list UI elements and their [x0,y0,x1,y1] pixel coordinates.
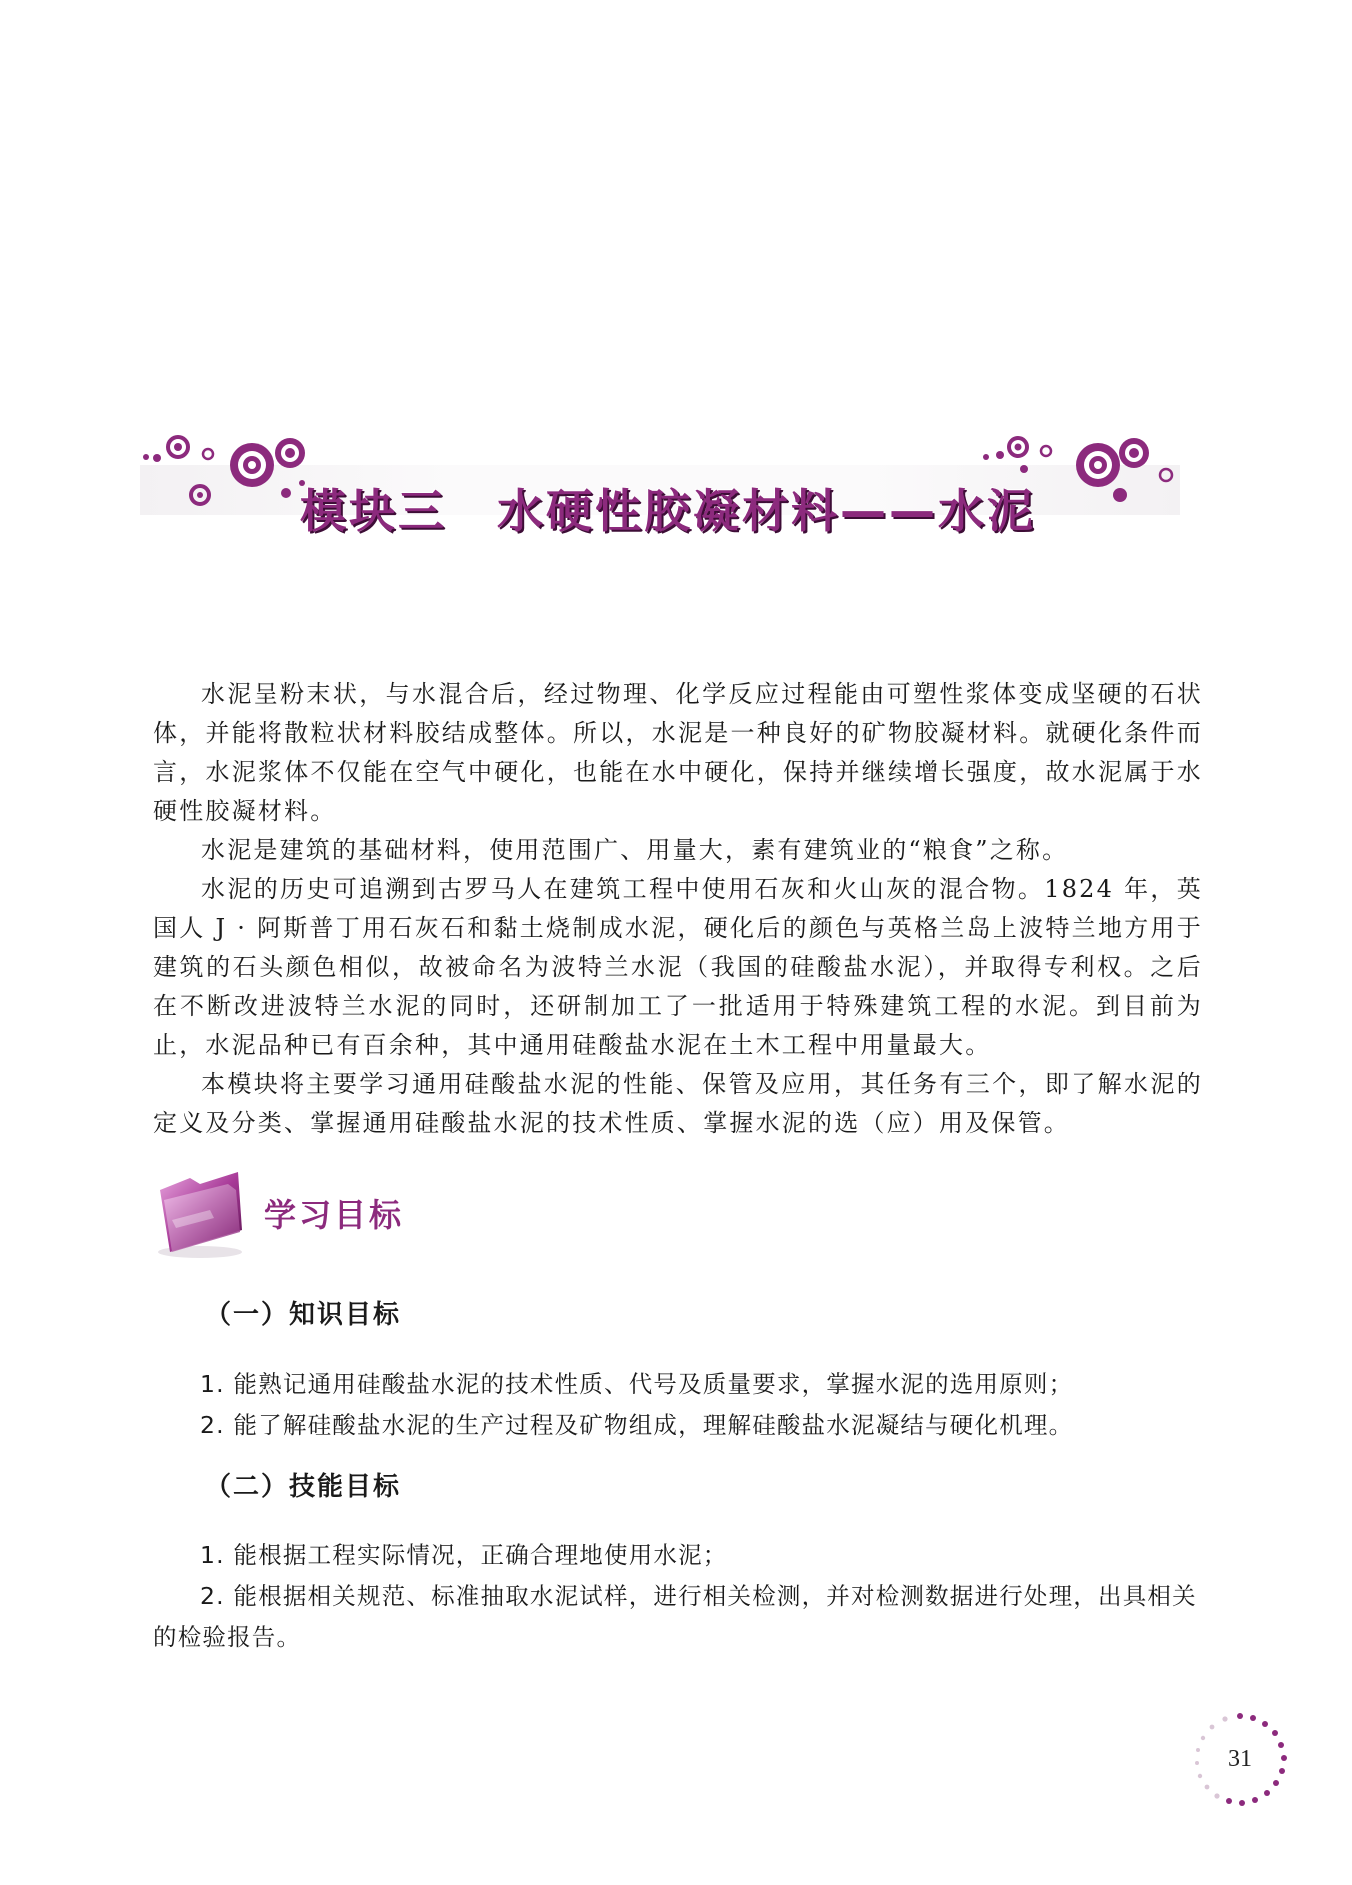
folder-icon [150,1160,250,1260]
intro-paragraph: 本模块将主要学习通用硅酸盐水泥的性能、保管及应用，其任务有三个，即了解水泥的定义及分类、掌握通用硅酸盐水泥的技术性质、掌握水泥的选（应）用及保管。 [153,1070,1203,1137]
module-name: 水硬性胶凝材料——水泥 [497,484,1036,538]
skills-heading: （二）技能目标 [205,1472,402,1502]
knowledge-heading: （一）知识目标 [205,1300,402,1330]
module-number: 模块三 [300,484,447,538]
list-item: 1. 能根据工程实际情况，正确合理地使用水泥； [200,1541,728,1569]
list-item: 2. 能了解硅酸盐水泥的生产过程及矿物组成，理解硅酸盐水泥凝结与硬化机理。 [200,1411,1074,1439]
intro-paragraph: 水泥是建筑的基础材料，使用范围广、用量大，素有建筑业的“粮食”之称。 [201,836,1069,864]
page-number: 31 [1228,1746,1252,1772]
section-header [150,1160,550,1270]
list-item: 2. 能根据相关规范、标准抽取水泥试样，进行相关检测，并对检测数据进行处理，出具相关的检验报告。 [153,1582,1197,1651]
list-item: 1. 能熟记通用硅酸盐水泥的技术性质、代号及质量要求，掌握水泥的选用原则； [200,1370,1074,1398]
right-circles-icon [980,425,1180,515]
intro-paragraph: 水泥呈粉末状，与水混合后，经过物理、化学反应过程能由可塑性浆体变成坚硬的石状体，并能将散粒状材料胶结成整体。所以，水泥是一种良好的矿物胶凝材料。就硬化条件而言，水泥浆体不仅能在空气中硬化，也能在水中硬化，保持并继续增长强度，故水泥属于水硬性胶凝材料。 [153,680,1203,825]
section-title: 学习目标 [264,1196,405,1234]
knowledge-list [153,1364,1203,1446]
intro-text [153,675,1203,1143]
intro-paragraph: 水泥的历史可追溯到古罗马人在建筑工程中使用石灰和火山灰的混合物。1824 年，英国人 J · 阿斯普丁用石灰石和黏土烧制成水泥，硬化后的颜色与英格兰岛上波特兰地方用于建筑的石头颜色相似，故被命名为波特兰水泥（我国的硅酸盐水泥），并取得专利权。之后在不断改进波特兰水泥的同时，还研制加工了一批适用于特殊建筑工程的水泥。到目前为止，水泥品种已有百余种，其中通用硅酸盐水泥在土木工程中用量最大。 [153,875,1203,1059]
skills-list [153,1535,1203,1658]
page-number-badge [1190,1710,1290,1810]
module-banner [140,425,1180,538]
